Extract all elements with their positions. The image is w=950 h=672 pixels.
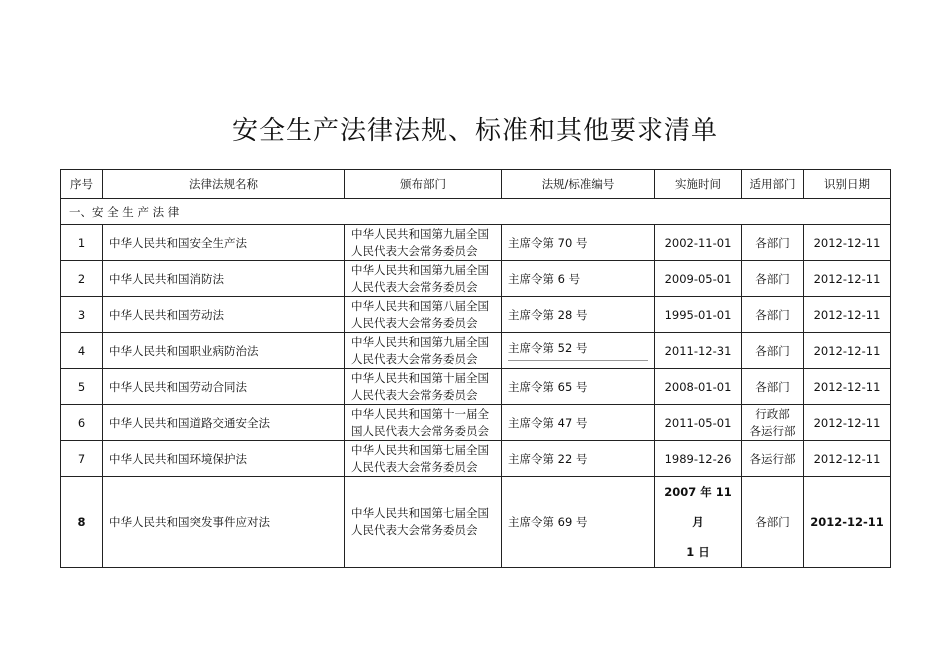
- cell-code: 主席令第 65 号: [502, 369, 655, 405]
- cell-no: 5: [61, 369, 103, 405]
- cell-code: 主席令第 22 号: [502, 441, 655, 477]
- cell-code: 主席令第 69 号: [502, 477, 655, 568]
- header-dept: 适用部门: [742, 170, 804, 199]
- cell-code: 主席令第 28 号: [502, 297, 655, 333]
- header-date: 实施时间: [655, 170, 742, 199]
- cell-no: 2: [61, 261, 103, 297]
- cell-date: 2008-01-01: [655, 369, 742, 405]
- table-row: [61, 333, 891, 369]
- cell-issuer: 中华人民共和国第七届全国人民代表大会常务委员会: [345, 477, 502, 568]
- table-row: [61, 225, 891, 261]
- cell-dept: [742, 405, 804, 441]
- table-row: [61, 441, 891, 477]
- cell-ident: 2012-12-11: [804, 261, 891, 297]
- header-name: 法律法规名称: [103, 170, 345, 199]
- cell-code-text: 主席令第 52 号: [508, 340, 648, 361]
- cell-dept: 各部门: [742, 261, 804, 297]
- table-row: [61, 297, 891, 333]
- cell-no: 3: [61, 297, 103, 333]
- cell-code: [502, 333, 655, 369]
- table-row: [61, 261, 891, 297]
- cell-ident: 2012-12-11: [804, 225, 891, 261]
- cell-issuer: 中华人民共和国第九届全国人民代表大会常务委员会: [345, 333, 502, 369]
- cell-ident: 2012-12-11: [804, 333, 891, 369]
- cell-date: [655, 477, 742, 568]
- cell-no: 6: [61, 405, 103, 441]
- cell-name: 中华人民共和国职业病防治法: [103, 333, 345, 369]
- cell-code: 主席令第 70 号: [502, 225, 655, 261]
- cell-name: 中华人民共和国安全生产法: [103, 225, 345, 261]
- section-row: [61, 199, 891, 225]
- cell-date: 2011-12-31: [655, 333, 742, 369]
- cell-ident: 2012-12-11: [804, 369, 891, 405]
- cell-ident: 2012-12-11: [804, 405, 891, 441]
- cell-dept: 各部门: [742, 369, 804, 405]
- cell-date: 1989-12-26: [655, 441, 742, 477]
- cell-ident: 2012-12-11: [804, 477, 891, 568]
- cell-date-line-1: 2007 年 11 月: [664, 485, 732, 529]
- cell-no: 8: [61, 477, 103, 568]
- cell-date-line-2: 1 日: [686, 545, 710, 559]
- cell-issuer: 中华人民共和国第九届全国人民代表大会常务委员会: [345, 261, 502, 297]
- cell-dept: 各部门: [742, 225, 804, 261]
- cell-no: 7: [61, 441, 103, 477]
- table-row: [61, 477, 891, 568]
- table-row: [61, 405, 891, 441]
- header-code: 法规/标准编号: [502, 170, 655, 199]
- cell-dept-line-2: 各运行部: [749, 423, 796, 438]
- header-no: 序号: [61, 170, 103, 199]
- table-row: [61, 369, 891, 405]
- cell-issuer: 中华人民共和国第七届全国人民代表大会常务委员会: [345, 441, 502, 477]
- cell-name: 中华人民共和国消防法: [103, 261, 345, 297]
- header-ident: 识别日期: [804, 170, 891, 199]
- header-issuer: 颁布部门: [345, 170, 502, 199]
- cell-no: 1: [61, 225, 103, 261]
- cell-ident: 2012-12-11: [804, 441, 891, 477]
- cell-code: 主席令第 47 号: [502, 405, 655, 441]
- cell-dept: 各部门: [742, 477, 804, 568]
- cell-name: 中华人民共和国劳动法: [103, 297, 345, 333]
- cell-ident: 2012-12-11: [804, 297, 891, 333]
- document-title: 安全生产法律法规、标准和其他要求清单: [231, 116, 718, 146]
- cell-dept: 各运行部: [742, 441, 804, 477]
- cell-name: 中华人民共和国道路交通安全法: [103, 405, 345, 441]
- cell-date: 1995-01-01: [655, 297, 742, 333]
- cell-no: 4: [61, 333, 103, 369]
- cell-date: 2011-05-01: [655, 405, 742, 441]
- cell-date: 2002-11-01: [655, 225, 742, 261]
- cell-name: 中华人民共和国突发事件应对法: [103, 477, 345, 568]
- table-header-row: [61, 170, 891, 199]
- cell-issuer: 中华人民共和国第九届全国人民代表大会常务委员会: [345, 225, 502, 261]
- cell-name: 中华人民共和国环境保护法: [103, 441, 345, 477]
- cell-issuer: 中华人民共和国第八届全国人民代表大会常务委员会: [345, 297, 502, 333]
- cell-name: 中华人民共和国劳动合同法: [103, 369, 345, 405]
- cell-dept: 各部门: [742, 333, 804, 369]
- cell-code: 主席令第 6 号: [502, 261, 655, 297]
- cell-dept-line-1: 行政部: [755, 406, 790, 421]
- cell-date: 2009-05-01: [655, 261, 742, 297]
- cell-dept: 各部门: [742, 297, 804, 333]
- cell-issuer: 中华人民共和国第十一届全国人民代表大会常务委员会: [345, 405, 502, 441]
- cell-issuer: 中华人民共和国第十届全国人民代表大会常务委员会: [345, 369, 502, 405]
- section-label: 一、安 全 生 产 法 律: [61, 199, 891, 225]
- regulations-table: [60, 169, 891, 568]
